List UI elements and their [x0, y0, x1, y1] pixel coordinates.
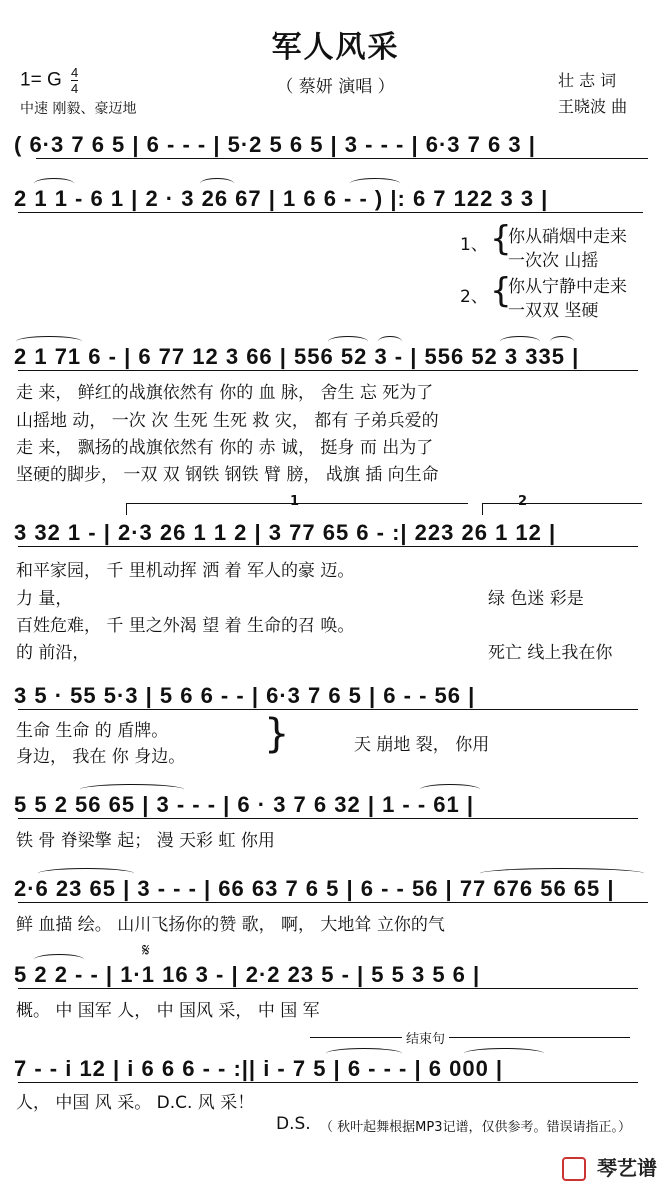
singer-credit: （ 蔡妍 演唱 ） [276, 77, 395, 97]
notation-row-7: 2·6 23 65 | 3 - - - | 66 63 7 6 5 | 6 - - 56 | 77 676 56 65 | [14, 876, 615, 901]
lyric-row-3-verse-3: 走 来， 飘扬的战旗依然有 你的 赤 诚， 挺身 而 出为了 [16, 438, 434, 458]
notation-row-9: 7 - - i 12 | i 6 6 6 - - :|| i - 7 5 | 6 - - - | 6 000 | [14, 1056, 504, 1081]
ds-marking: D.S. [276, 1114, 311, 1134]
lyric-row-9: 人， 中国 风 采。 D.C. 风 采！ [16, 1093, 255, 1113]
lyric-row-6: 铁 骨 脊梁擎 起； 漫 天彩 虹 你用 [16, 831, 275, 851]
lyric-row-5-chorus: 天 崩地 裂， 你用 [354, 735, 490, 755]
lyricist-credit: 壮 志 词 [558, 71, 617, 90]
watermark-text: 琴艺谱 [597, 1155, 657, 1180]
lyric-brace: } [264, 711, 290, 757]
lyric-row-4-verse-4: 的 前沿， [16, 643, 90, 663]
lyric-row-3-verse-2: 山摇地 动， 一次 次 生死 生死 救 灾， 都有 子弟兵爱的 [16, 411, 439, 431]
verse2-line2: 一双双 坚硬 [508, 301, 599, 321]
notation-row-8: 5 2 2 - - | 1·1 16 3 - | 2·2 23 5 - | 5 5 3 5 6 | [14, 962, 481, 987]
lyric-row-8: 概。 中 国军 人， 中 国风 采， 中 国 军 [16, 1001, 320, 1021]
verse1-line2: 一次次 山摇 [508, 251, 599, 271]
key-label: 1= G [20, 69, 62, 91]
lyric-row-3-verse-4: 坚硬的脚步， 一双 双 钢铁 钢铁 臂 膀， 战旗 插 向生命 [16, 465, 439, 485]
volta-2: 2 [518, 494, 528, 509]
volta-1: 1 [290, 494, 300, 509]
notation-row-2: 2 1 1 - 6 1 | 2 · 3 26 67 | 1 6 6 - - ) |: 6 7 122 3 3 | [14, 186, 549, 211]
lyric-row-4-verse-2b: 绿 色迷 彩是 [488, 589, 584, 609]
time-bottom: 4 [71, 81, 79, 96]
lyric-row-4-verse-3: 百姓危难， 千 里之外渴 望 着 生命的召 唤。 [16, 616, 355, 636]
lyric-row-4-verse-2: 力 量， [16, 589, 73, 609]
notation-row-1: ( 6·3 7 6 5 | 6 - - - | 5·2 5 6 5 | 3 - - - | 6·3 7 6 3 | [14, 132, 536, 157]
verse-mark-1: 1、 [460, 235, 488, 255]
lyric-row-4-verse-1: 和平家园， 千 里机动挥 洒 着 军人的豪 迈。 [16, 561, 355, 581]
verse-mark-2: 2、 [460, 287, 488, 307]
logo-icon [562, 1157, 586, 1181]
tempo-marking: 中速 刚毅、豪迈地 [20, 101, 137, 117]
notation-row-6: 5 5 2 56 65 | 3 - - - | 6 · 3 7 6 32 | 1 - - 61 | [14, 792, 475, 817]
lyric-row-4-verse-4b: 死亡 线上我在你 [488, 643, 613, 663]
notation-row-4: 3 32 1 - | 2·3 26 1 1 2 | 3 77 65 6 - :| 223 26 1 12 | [14, 520, 557, 545]
lyric-row-3-verse-1: 走 来， 鲜红的战旗依然有 你的 血 脉， 舍生 忘 死为了 [16, 383, 434, 403]
time-signature [71, 66, 78, 95]
verse-brace-2: { [490, 271, 512, 311]
transcription-note: （ 秋叶起舞根据MP3记谱，仅供参考。错误请指正。） [320, 1120, 631, 1135]
notation-row-5: 3 5 · 55 5·3 | 5 6 6 - - | 6·3 7 6 5 | 6 - - 56 | [14, 683, 476, 708]
key-signature [20, 66, 78, 95]
segno-icon: 𝄋 [142, 940, 150, 961]
composer-credit: 王晓波 曲 [558, 97, 628, 116]
time-top: 4 [71, 65, 79, 80]
verse-brace-1: { [490, 219, 512, 259]
lyric-row-7: 鲜 血描 绘。 山川飞扬你的赞 歌， 啊， 大地耸 立你的气 [16, 915, 445, 935]
lyric-row-5-verse-1: 生命 生命 的 盾牌。 [16, 721, 169, 741]
verse1-line1: 你从硝烟中走来 [508, 227, 627, 247]
notation-row-3: 2 1 71 6 - | 6 77 12 3 66 | 556 52 3 - | 556 52 3 335 | [14, 344, 580, 369]
song-title: 军人风采 [271, 30, 400, 65]
site-logo [562, 1152, 657, 1182]
lyric-row-5-verse-2: 身边， 我在 你 身边。 [16, 747, 186, 767]
verse2-line1: 你从宁静中走来 [508, 277, 627, 297]
ending-label: 结束句 [402, 1028, 449, 1047]
